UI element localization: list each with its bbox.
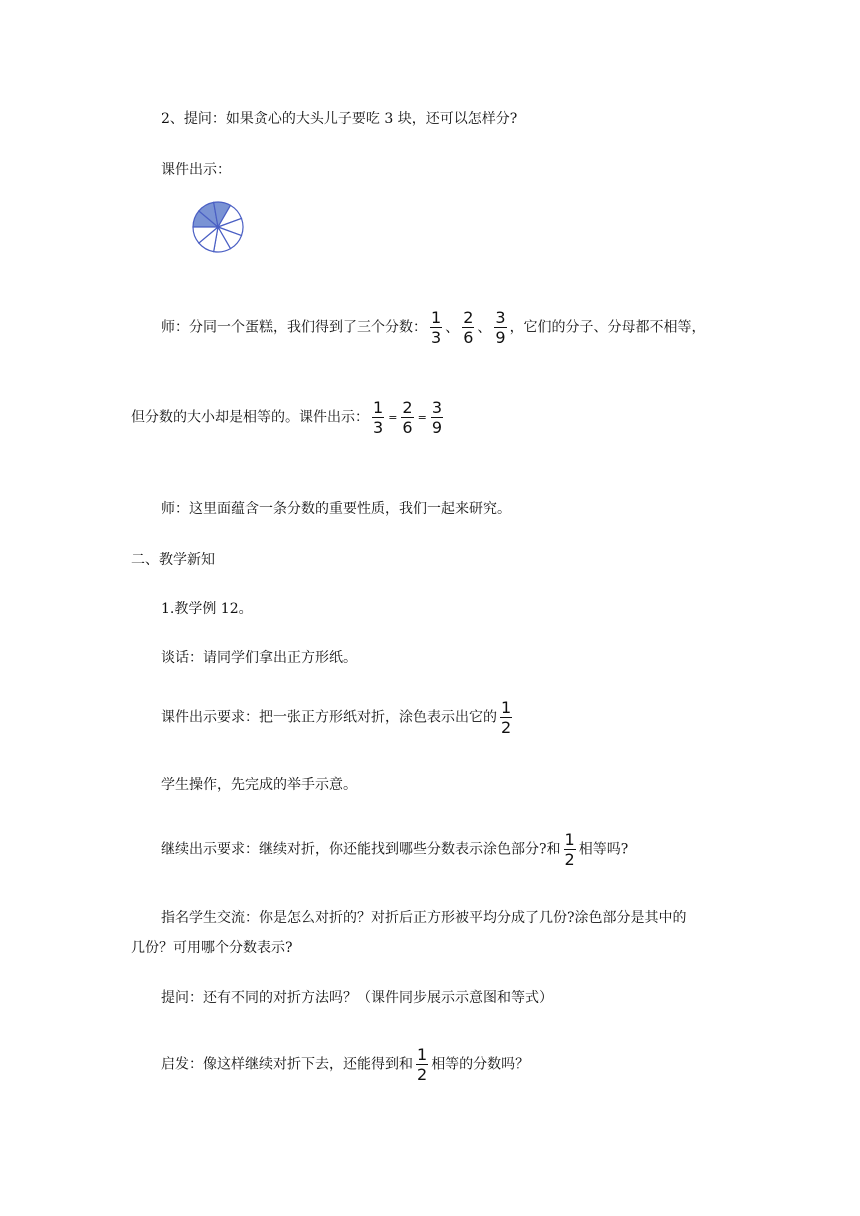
- paragraph-exchange-2: 几份？可用哪个分数表示?: [131, 940, 293, 956]
- equals-sign: =: [417, 410, 427, 424]
- numerator: 1: [564, 830, 575, 849]
- numerator: 1: [373, 398, 384, 417]
- separator: 、: [445, 319, 460, 336]
- numerator: 2: [402, 398, 413, 417]
- denominator: 2: [564, 850, 575, 869]
- paragraph-continue-fold: [161, 830, 628, 869]
- fraction-one-third: [430, 308, 442, 347]
- denominator: 9: [495, 328, 506, 347]
- equals-sign: =: [388, 410, 398, 424]
- numerator: 3: [431, 398, 442, 417]
- denominator: 2: [417, 1065, 428, 1084]
- denominator: 6: [402, 418, 413, 437]
- pie-chart-cake: [191, 200, 245, 254]
- numerator: 2: [463, 308, 474, 327]
- numerator: 1: [501, 698, 512, 717]
- paragraph-property: 师：这里面蕴含一条分数的重要性质，我们一起来研究。: [161, 501, 511, 517]
- denominator: 2: [501, 718, 512, 737]
- paragraph-exchange-1: 指名学生交流：你是怎么对折的？对折后正方形被平均分成了几份?涂色部分是其中的: [161, 910, 687, 926]
- section-heading: 二、教学新知: [131, 552, 215, 568]
- denominator: 6: [463, 328, 474, 347]
- text-prefix: 继续出示要求：继续对折，你还能找到哪些分数表示涂色部分?和: [161, 841, 561, 858]
- paragraph-other-methods: 提问：还有不同的对折方法吗？（课件同步展示示意图和等式）: [161, 990, 553, 1006]
- paragraph-question-2: 2、提问：如果贪心的大头儿子要吃 3 块，还可以怎样分?: [161, 111, 518, 127]
- fraction-one-half: [500, 698, 512, 737]
- denominator: 3: [373, 418, 384, 437]
- numerator: 1: [431, 308, 442, 327]
- fraction-two-sixths: [462, 308, 474, 347]
- text-suffix: ，它们的分子、分母都不相等，: [509, 319, 706, 336]
- fraction-one-third: [372, 398, 384, 437]
- numerator: 3: [495, 308, 506, 327]
- paragraph-talk: 谈话：请同学们拿出正方形纸。: [161, 650, 357, 666]
- denominator: 3: [431, 328, 442, 347]
- fraction-two-sixths: [401, 398, 413, 437]
- fraction-one-half: [416, 1045, 428, 1084]
- paragraph-student-operate: 学生操作，先完成的举手示意。: [161, 777, 357, 793]
- text-suffix: 相等的分数吗？: [431, 1056, 530, 1073]
- text-suffix: 相等吗?: [578, 841, 629, 858]
- paragraph-inspire: [161, 1045, 529, 1084]
- numerator: 1: [417, 1045, 428, 1064]
- separator: 、: [477, 319, 492, 336]
- paragraph-equal-size: [131, 398, 446, 437]
- text-prefix: 课件出示要求：把一张正方形纸对折，涂色表示出它的: [161, 709, 497, 726]
- paragraph-courseware-show: 课件出示：: [161, 162, 231, 178]
- text-prefix: 但分数的大小却是相等的。课件出示：: [131, 409, 369, 426]
- paragraph-requirement: [161, 698, 515, 737]
- fraction-three-ninths: [431, 398, 443, 437]
- text-prefix: 师：分同一个蛋糕，我们得到了三个分数：: [161, 319, 427, 336]
- text-prefix: 启发：像这样继续对折下去，还能得到和: [161, 1056, 413, 1073]
- paragraph-three-fractions: [161, 308, 706, 347]
- fraction-one-half: [564, 830, 576, 869]
- fraction-three-ninths: [494, 308, 506, 347]
- paragraph-example-12: 1.教学例 12。: [161, 601, 253, 617]
- denominator: 9: [431, 418, 442, 437]
